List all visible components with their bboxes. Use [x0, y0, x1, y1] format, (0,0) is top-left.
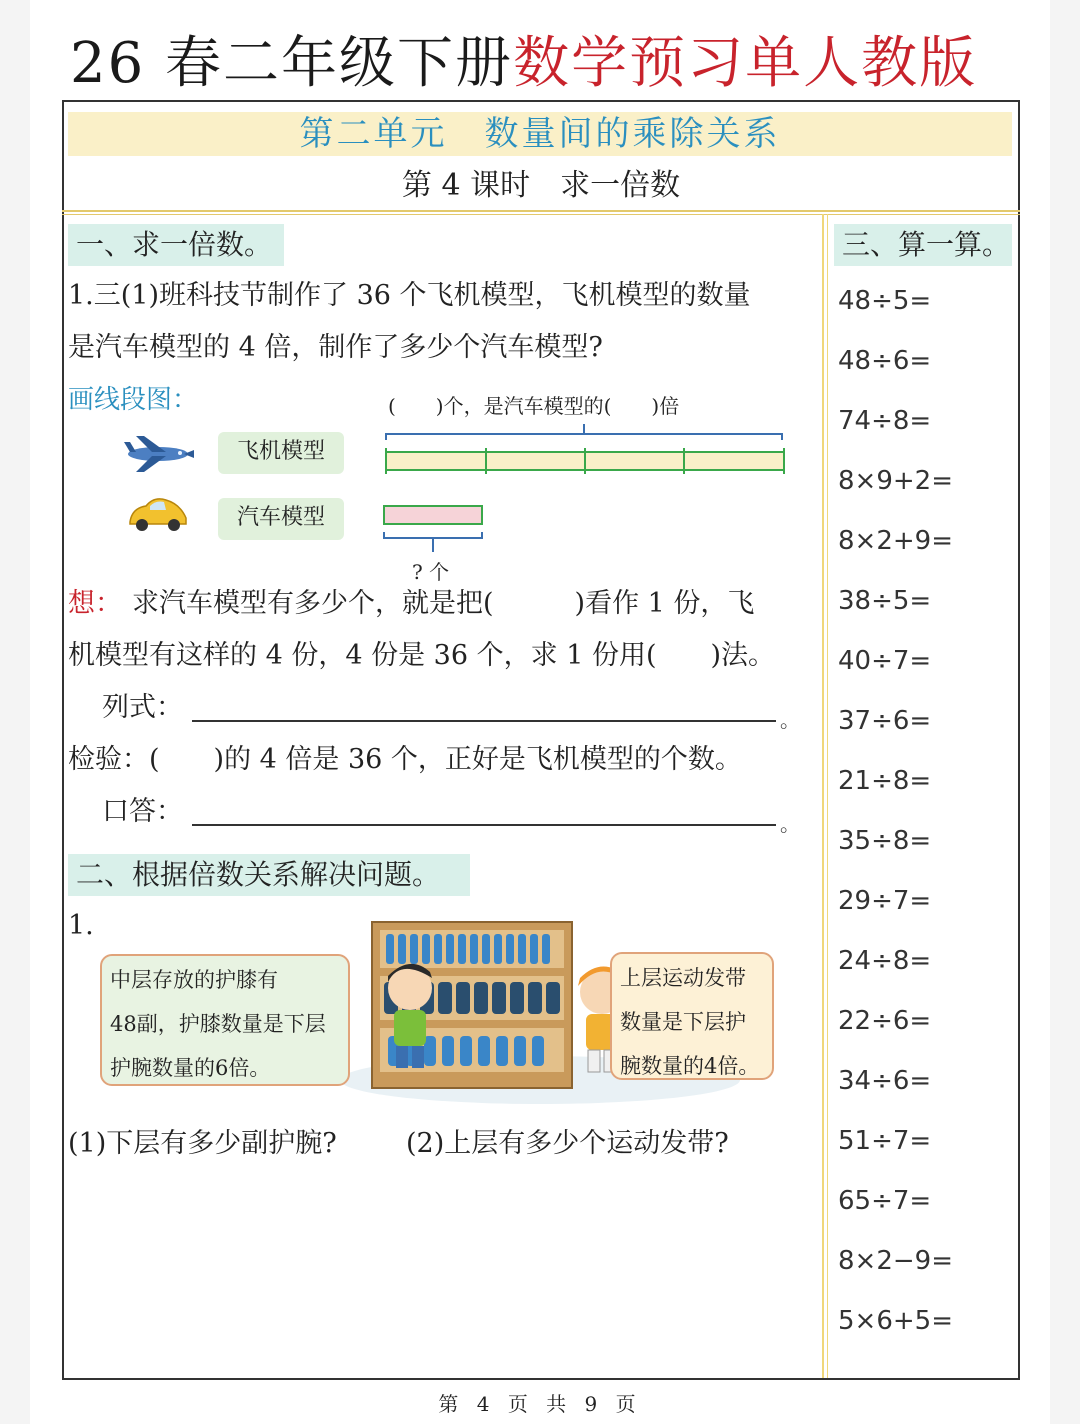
calc-item-8: 37÷6= — [838, 706, 932, 736]
calc-item-17: 8×2−9= — [838, 1246, 953, 1276]
bubble-right-line-3: 腕数量的4倍。 — [620, 1054, 760, 1078]
section-heading-2: 二、根据倍数关系解决问题。 — [68, 854, 470, 896]
calc-item-11: 29÷7= — [838, 886, 932, 916]
calc-item-7: 40÷7= — [838, 646, 932, 676]
think-line-2: 机模型有这样的 4 份，4 份是 36 个，求 1 份用( )法。 — [68, 640, 776, 671]
calc-item-15: 51÷7= — [838, 1126, 932, 1156]
problem-1-line-2: 是汽车模型的 4 倍，制作了多少个汽车模型? — [68, 332, 603, 363]
plane-model-label: 飞机模型 — [218, 432, 344, 474]
diagram-caption: ( )个，是汽车模型的( )倍 — [388, 394, 680, 418]
calc-item-4: 8×9+2= — [838, 466, 953, 496]
calc-item-13: 22÷6= — [838, 1006, 932, 1036]
lesson-divider — [62, 210, 1020, 212]
bubble-left-line-3: 护腕数量的6倍。 — [110, 1056, 271, 1080]
think-label: 想： — [68, 588, 122, 619]
formula-answer-line[interactable] — [192, 720, 776, 722]
calc-item-1: 48÷5= — [838, 286, 932, 316]
calc-item-6: 38÷5= — [838, 586, 932, 616]
page-title-main: 26 春二年级下册 — [70, 31, 514, 96]
bubble-right-line-2: 数量是下层护 — [620, 1010, 746, 1034]
calc-item-12: 24÷8= — [838, 946, 932, 976]
segment-diagram — [380, 420, 800, 570]
calc-item-14: 34÷6= — [838, 1066, 932, 1096]
page-title — [70, 28, 977, 100]
page-title-highlight: 数学预习单人教版 — [513, 31, 978, 96]
car-segment — [384, 506, 482, 524]
formula-end-mark: 。 — [780, 708, 800, 732]
question-mark-label: ? 个 — [412, 560, 450, 584]
section-heading-1: 一、求一倍数。 — [68, 224, 284, 266]
unit-title: 第二单元 数量间的乘除关系 — [299, 114, 781, 154]
speech-bubble-left — [100, 954, 350, 1086]
page-footer: 第 4 页 共 9 页 — [438, 1392, 642, 1416]
car-brace — [384, 532, 482, 538]
check-line: 检验：( )的 4 倍是 36 个，正好是飞机模型的个数。 — [68, 744, 742, 775]
problem-1-line-1: 1.三(1)班科技节制作了 36 个飞机模型，飞机模型的数量 — [68, 280, 751, 311]
calc-item-3: 74÷8= — [838, 406, 932, 436]
question-2-1: (1)下层有多少副护腕? — [68, 1128, 337, 1159]
lesson-divider-thin — [62, 214, 1020, 215]
calc-item-2: 48÷6= — [838, 346, 932, 376]
answer-line[interactable] — [192, 824, 776, 826]
calc-item-18: 5×6+5= — [838, 1306, 953, 1336]
draw-diagram-label: 画线段图： — [68, 385, 199, 415]
airplane-icon — [122, 432, 194, 476]
answer-end-mark: 。 — [780, 812, 800, 836]
bubble-left-line-2: 48副，护膝数量是下层 — [110, 1012, 326, 1036]
think-line-1: 求汽车模型有多少个，就是把( )看作 1 份，飞 — [132, 588, 755, 619]
bubble-right-line-1: 上层运动发带 — [620, 966, 746, 990]
column-divider-thin — [827, 214, 828, 1378]
car-icon — [126, 494, 190, 534]
calc-item-9: 21÷8= — [838, 766, 932, 796]
speech-bubble-right — [610, 952, 774, 1080]
lesson-title: 第 4 课时 求一倍数 — [401, 168, 681, 203]
question-2-2: (2)上层有多少个运动发带? — [406, 1128, 729, 1159]
calc-item-16: 65÷7= — [838, 1186, 932, 1216]
worksheet-page — [30, 0, 1050, 1424]
plane-brace — [386, 434, 782, 440]
answer-label: 口答： — [102, 796, 183, 827]
section-heading-3: 三、算一算。 — [834, 224, 1012, 266]
calc-item-10: 35÷8= — [838, 826, 932, 856]
bubble-left-line-1: 中层存放的护膝有 — [110, 968, 278, 992]
calc-item-5: 8×2+9= — [838, 526, 953, 556]
formula-label: 列式： — [102, 692, 183, 723]
car-model-label: 汽车模型 — [218, 498, 344, 540]
column-divider — [822, 214, 824, 1378]
problem-2-number: 1. — [68, 910, 94, 941]
